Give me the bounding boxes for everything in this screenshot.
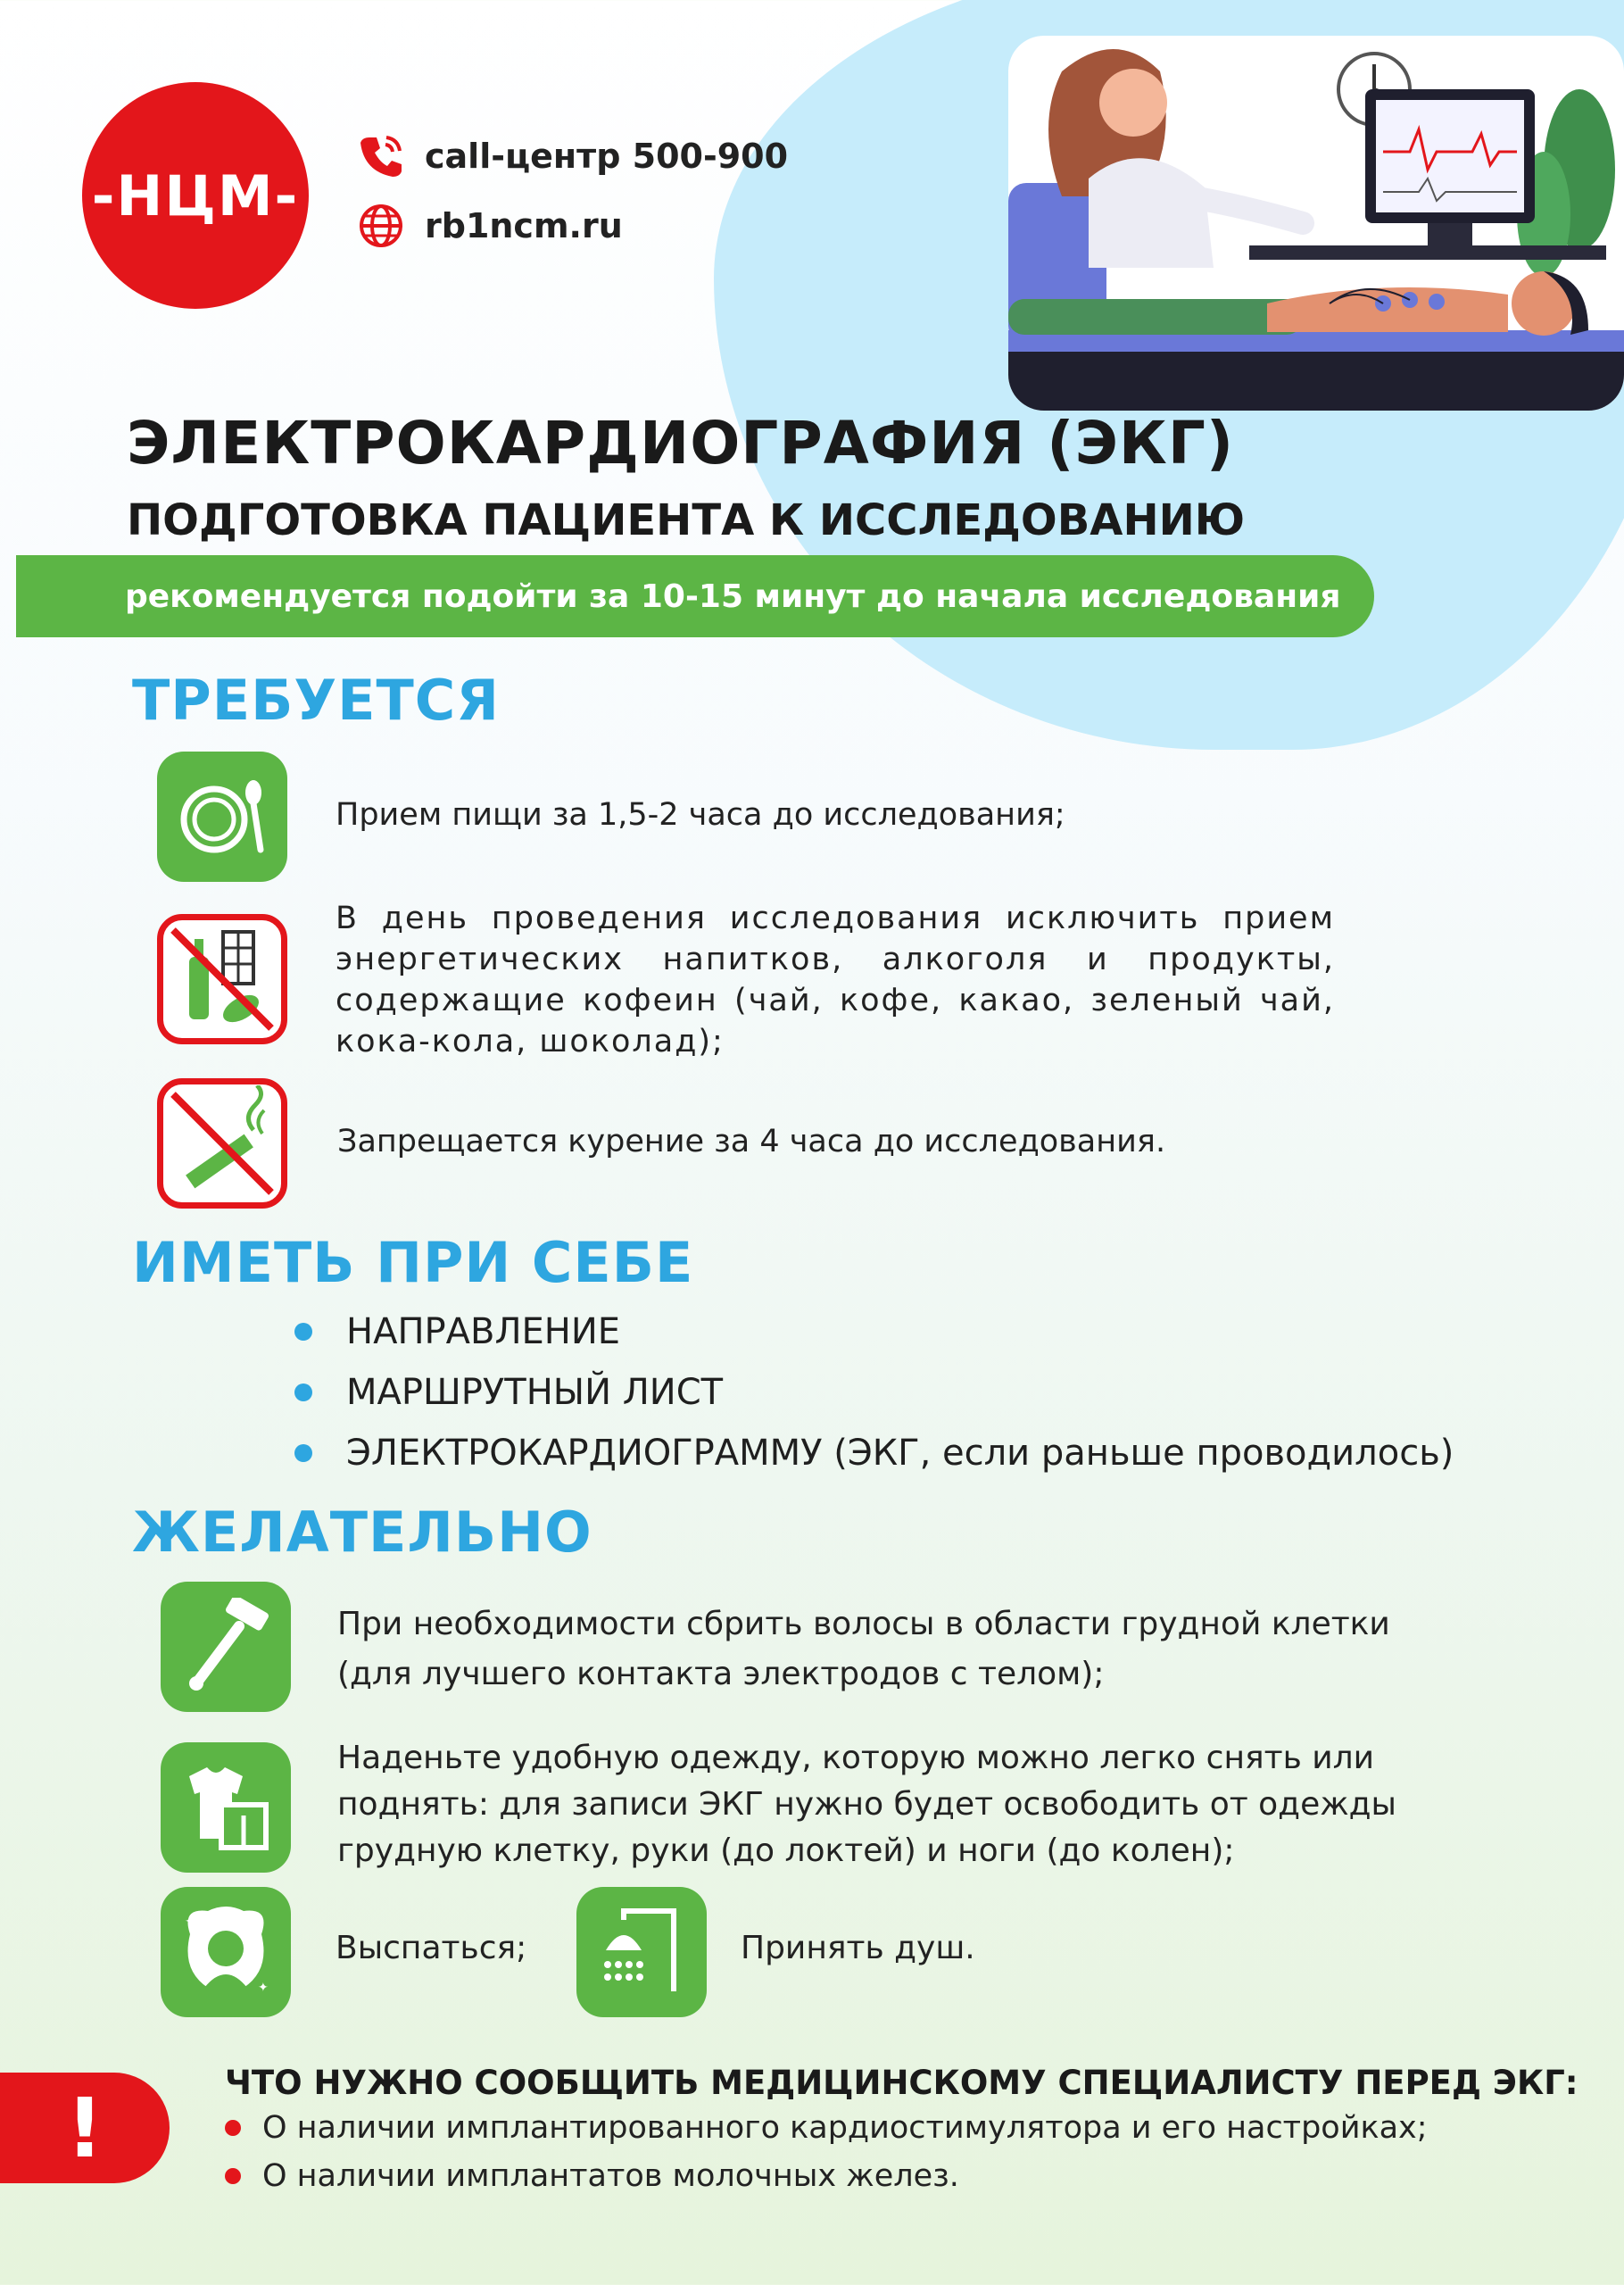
list-item [225,2110,1428,2146]
phone-contact[interactable] [357,132,788,180]
bullet-dot [294,1383,312,1401]
bullet-dot [294,1323,312,1341]
no-drinks-icon [157,914,287,1044]
globe-icon [357,202,405,250]
exclamation-icon: ! [66,2080,104,2176]
warning-badge [0,2073,170,2183]
brand-logo-text: -НЦМ- [91,162,300,228]
razor-icon [161,1582,291,1712]
required-item-3: Запрещается курение за 4 часа до исследования. [337,1124,1166,1159]
ecg-illustration [1008,36,1624,411]
desirable-item-3: Выспаться; [336,1930,527,1966]
desirable-item-4: Принять душ. [741,1930,975,1966]
website-text: rb1ncm.ru [425,206,623,245]
required-item-2: В день проведения исследования исключить прием энергетических напитков, алкоголя и продукты, содержащие кофеин (чай, кофе, какао, зеленый чай, кока-кола, шоколад); [336,901,1335,1059]
notice-item-2: О наличии имплантатов молочных желез. [262,2158,959,2194]
bullet-dot [225,2120,241,2136]
list-item [294,1301,1454,1362]
clothes-icon [161,1742,291,1873]
phone-text: call-центр 500-900 [425,137,789,176]
phone-icon [357,132,405,180]
page-title: ЭЛЕКТРОКАРДИОГРАФИЯ (ЭКГ) [127,409,1235,478]
section-title-required: ТРЕБУЕТСЯ [132,668,501,733]
plate-icon [157,752,287,882]
desirable-item-2: Наденьте удобную одежду, которую можно легко снять или поднять: для записи ЭКГ нужно будет освободить от одежды грудную клетку, руки (до локтей) и ноги (до колен); [337,1740,1396,1869]
shower-icon [576,1887,707,2017]
bullet-dot [225,2168,241,2184]
list-item [294,1423,1454,1483]
section-title-bring: ИМЕТЬ ПРИ СЕБЕ [132,1230,694,1295]
section-title-desirable: ЖЕЛАТЕЛЬНО [132,1500,592,1565]
notice-item-1: О наличии имплантированного кардиостимулятора и его настройках; [262,2110,1428,2146]
required-item-1: Прием пищи за 1,5-2 часа до исследования; [336,797,1065,833]
website-contact[interactable] [357,202,623,250]
no-smoking-icon [157,1078,287,1209]
bullet-dot [294,1444,312,1462]
list-item [225,2158,959,2194]
brand-logo [82,82,309,309]
sleep-icon [161,1887,291,2017]
page-subtitle: ПОДГОТОВКА ПАЦИЕНТА К ИССЛЕДОВАНИЮ [127,495,1246,545]
bring-list [294,1301,1454,1483]
bring-item-2: МАРШРУТНЫЙ ЛИСТ [346,1372,724,1413]
arrival-banner-text: рекомендуется подойти за 10-15 минут до начала исследования [125,577,1341,615]
bring-item-1: НАПРАВЛЕНИЕ [346,1311,621,1352]
svg-text:✦: ✦ [258,1981,269,1995]
notice-title: ЧТО НУЖНО СООБЩИТЬ МЕДИЦИНСКОМУ СПЕЦИАЛИСТУ ПЕРЕД ЭКГ: [225,2064,1578,2102]
svg-text:✦: ✦ [185,1915,195,1929]
desirable-item-1: При необходимости сбрить волосы в области грудной клетки (для лучшего контакта электродов с телом); [337,1606,1390,1692]
bring-item-3: ЭЛЕКТРОКАРДИОГРАММУ (ЭКГ, если раньше проводилось) [346,1433,1454,1474]
arrival-banner [16,555,1374,637]
list-item [294,1362,1454,1423]
